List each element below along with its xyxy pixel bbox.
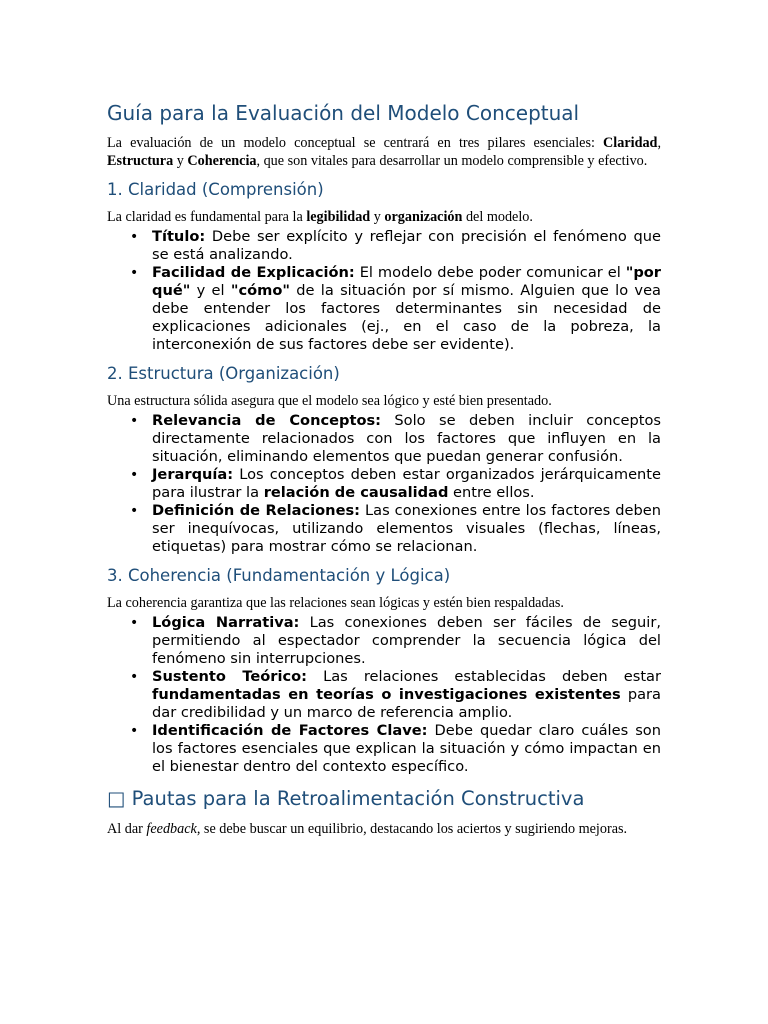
item-term: Definición de Relaciones:	[152, 502, 360, 519]
item-text: Las conexiones deben ser fáciles de seguir, permitiendo al espectador comprender la secuencia lógica del fenómeno sin interrupciones.	[152, 614, 661, 667]
item-bold: relación de causalidad	[263, 484, 449, 501]
missing-glyph-icon: □	[107, 787, 126, 810]
item-text: de la situación por sí mismo. Alguien que lo vea debe entender los factores determinantes sin necesidad de explicaciones adicionales (ej., en el caso de la pobreza, la interconexión de sus factores debe ser evidente).	[152, 282, 661, 353]
list-item	[152, 668, 661, 722]
item-text: Los conceptos deben estar organizados jerárquicamente para ilustrar la	[152, 466, 661, 501]
lead-italic: feedback	[146, 821, 197, 837]
intro-text: ,	[657, 135, 661, 151]
intro-text: , que son vitales para desarrollar un modelo comprensible y efectivo.	[256, 153, 648, 169]
list-item	[152, 466, 661, 502]
section-lead-retroalimentacion	[107, 820, 661, 838]
intro-bold-coherencia: Coherencia	[187, 153, 257, 169]
list-item	[152, 722, 661, 776]
item-text: Debe quedar claro cuáles son los factores esenciales que explican la situación y cómo impactan en el bienestar dentro del contexto específico.	[152, 722, 661, 775]
item-term: Facilidad de Explicación:	[152, 264, 355, 281]
item-term: Jerarquía:	[152, 466, 234, 483]
item-bold: fundamentadas en teorías o investigaciones existentes	[152, 686, 621, 703]
item-text: y el	[190, 282, 231, 299]
intro-bold-claridad: Claridad	[603, 135, 658, 151]
lead-text: y	[370, 209, 385, 225]
list-item	[152, 228, 661, 264]
heading-text: Pautas para la Retroalimentación Constructiva	[125, 787, 585, 810]
item-term: Identificación de Factores Clave:	[152, 722, 428, 739]
section-heading-retroalimentacion	[107, 784, 661, 814]
item-text: entre ellos.	[448, 484, 535, 501]
section-heading-claridad: 1. Claridad (Comprensión)	[107, 180, 324, 199]
lead-text: del modelo.	[462, 209, 533, 225]
lead-bold: legibilidad	[306, 209, 371, 225]
list-item	[152, 614, 661, 668]
bullet-list-coherencia	[107, 614, 661, 776]
item-bold: "cómo"	[230, 282, 290, 299]
lead-bold: organización	[384, 209, 463, 225]
item-term: Lógica Narrativa:	[152, 614, 300, 631]
section-lead-coherencia: La coherencia garantiza que las relaciones sean lógicas y estén bien respaldadas.	[107, 595, 564, 611]
bullet-list-claridad	[107, 228, 661, 354]
lead-text: La claridad es fundamental para la	[107, 209, 307, 225]
page-title: Guía para la Evaluación del Modelo Conceptual	[107, 101, 580, 125]
item-text: Solo se deben incluir conceptos directamente relacionados con los factores que influyen en la situación, eliminando elementos que puedan generar confusión.	[152, 412, 661, 465]
intro-paragraph	[107, 134, 661, 170]
lead-text: , se debe buscar un equilibrio, destacando los aciertos y sugiriendo mejoras.	[196, 821, 628, 837]
item-text: Las conexiones entre los factores deben ser inequívocas, utilizando elementos visuales (flechas, líneas, etiquetas) para mostrar cómo se relacionan.	[152, 502, 661, 555]
item-text: Las relaciones establecidas deben estar	[307, 668, 661, 685]
item-bold: "por qué"	[152, 264, 662, 299]
item-text: Debe ser explícito y reflejar con precisión el fenómeno que se está analizando.	[152, 228, 661, 263]
item-text: El modelo debe poder comunicar el	[354, 264, 626, 281]
document-page	[107, 98, 661, 838]
section-heading-coherencia: 3. Coherencia (Fundamentación y Lógica)	[107, 566, 451, 585]
item-term: Título:	[152, 228, 206, 245]
list-item	[152, 412, 661, 466]
intro-text: y	[173, 153, 188, 169]
section-heading-estructura: 2. Estructura (Organización)	[107, 364, 340, 383]
section-lead-claridad	[107, 208, 661, 226]
list-item	[152, 264, 661, 354]
lead-text: Al dar	[107, 821, 147, 837]
item-term: Sustento Teórico:	[152, 668, 308, 685]
item-text: para dar credibilidad y un marco de referencia amplio.	[152, 686, 662, 721]
item-term: Relevancia de Conceptos:	[152, 412, 381, 429]
intro-text: La evaluación de un modelo conceptual se centrará en tres pilares esenciales:	[107, 135, 604, 151]
bullet-list-estructura	[107, 412, 661, 556]
intro-bold-estructura: Estructura	[107, 153, 174, 169]
section-lead-estructura: Una estructura sólida asegura que el modelo sea lógico y esté bien presentado.	[107, 393, 552, 409]
list-item	[152, 502, 661, 556]
